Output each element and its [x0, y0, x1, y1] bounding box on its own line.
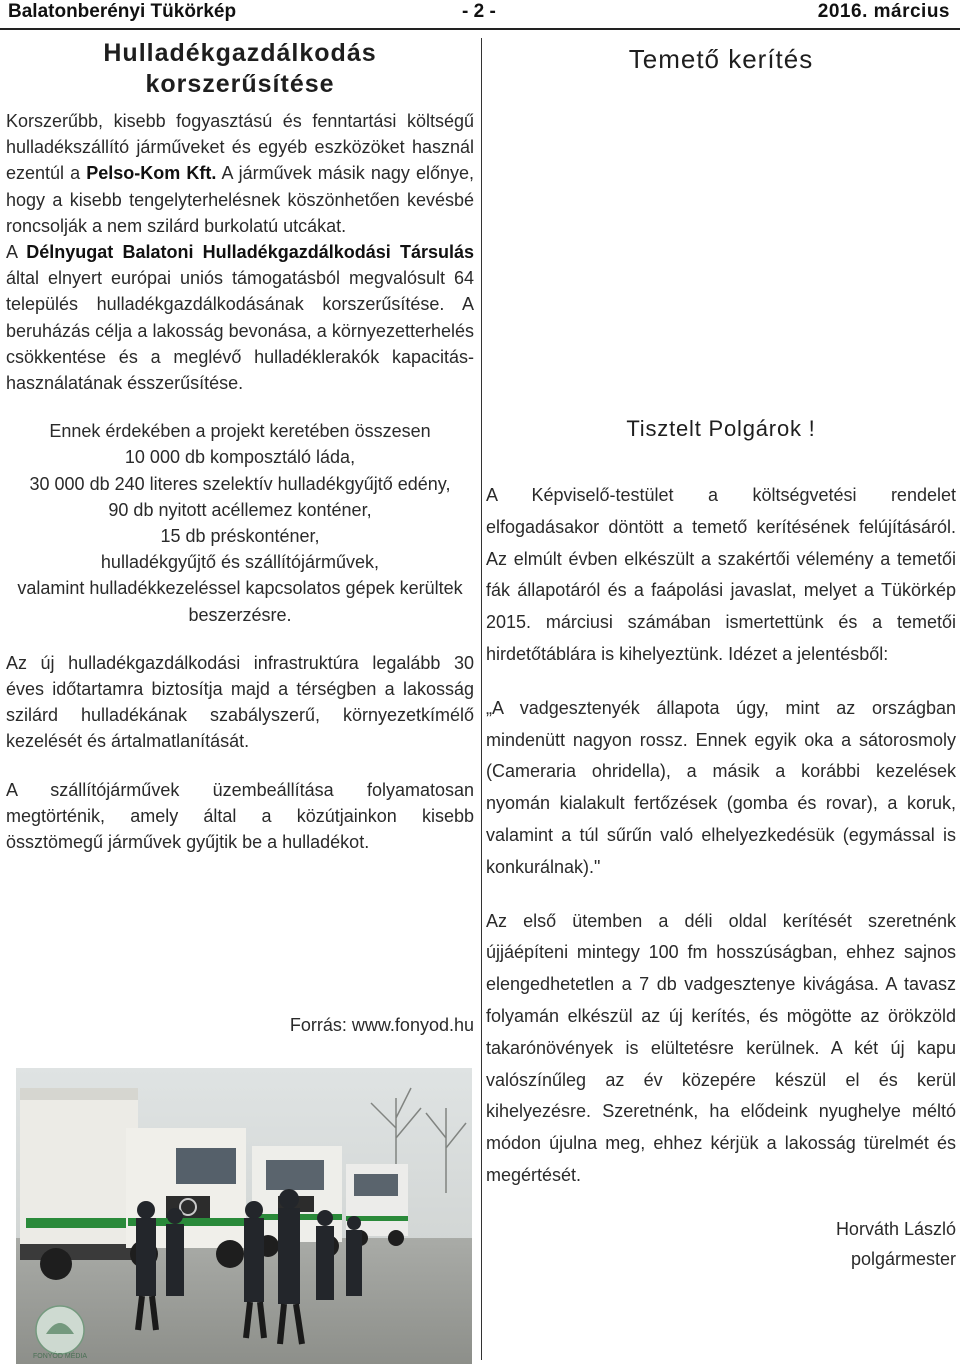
column-divider [481, 38, 482, 1360]
article-title: Temető kerítés [628, 44, 814, 74]
article-title-line-1: Hulladékgazdálkodás [103, 39, 377, 67]
procurement-item: 10 000 db komposztáló láda, [124, 447, 356, 468]
header-rule [0, 28, 960, 30]
page-header [0, 0, 960, 26]
paragraph-text: A [6, 242, 27, 263]
paragraph-text: A járművek másik nagy előnye, hogy a kisebb tengelyterhelésnek köszönhetően kevésbé roncsolják a nem szilárd burkolatú utcákat. [6, 163, 474, 236]
article-cemetery-fence [486, 38, 956, 1269]
procurement-item: 15 db préskonténer, [160, 526, 320, 547]
article-source: Forrás: www.fonyod.hu [289, 1015, 474, 1035]
article-paragraph: Az új hulladékgazdálkodási infrastruktúra legalább 30 éves időtartamra biztosítja majd a térségben a lakosság szilárd hulladékának szabályszerű, környezetkímélő kezelését és ártalmatlanítását. [6, 652, 474, 752]
article-body [486, 480, 956, 1274]
article-title-line-2: korszerűsítése [145, 70, 335, 98]
issue-date: 2016. március [817, 1, 950, 22]
garbage-trucks-photo [16, 1068, 472, 1364]
quoted-report: „A vadgesztenyék állapota úgy, mint az országban mindenütt nagyon rossz. Ennek egyik oka a sátorosmoly (Cameraria ohridella), a másik a korábbi kezelések nyomán kialakult fertőzések (gomba és rovar), a koruk, valamint a túl sűrűn való elhelyezkedésük (egymással is konkurálnak)." [486, 697, 956, 877]
page-number: - 2 - [462, 1, 496, 22]
paragraph-text: által elnyert európai uniós támogatásból megvalósult 64 település hulladékgazdálkodásának korszerűsítése. A beruházás célja a lakosság bevonása, a környezetterhelés csökkentése és a meglévő hulladéklerakók kapacitás-használatának ésszerűsítése. [6, 268, 474, 394]
procurement-item: valamint hulladékkezeléssel kapcsolatos gépek kerültek beszerzésre. [17, 578, 463, 625]
procurement-item: hulladékgyűjtő és szállítójárművek, [100, 552, 380, 573]
procurement-item: 90 db nyitott acéllemez konténer, [108, 499, 372, 520]
article-paragraph: Az első ütemben a déli oldal kerítését szeretnénk újjáépíteni mintegy 100 fm hosszúságban, ehhez sajnos elengedhetetlen a 7 db vadgesztenye kivágása. A tavasz folyamán elkészül az új kerítés, és mögötte az örökzöld takarónövények is elültetésre kerülnek. A két új kapu valószínűleg az év közepére készül el és kerül kihelyezésre. Szeretnénk, ha elődeink nyughelye méltó módon újulna meg, ehhez kérjük a lakosság türelmét és megértését. [486, 910, 956, 1185]
publication-name: Balatonberényi Tükörkép [8, 1, 237, 22]
svg-text:FONYÓD MÉDIA: FONYÓD MÉDIA [32, 1353, 88, 1360]
paragraph-text: Korszerűbb, kisebb fogyasztású és fenntartási költségű hulladékszállító járműveket és egyéb eszközöket használ ezentúl a [6, 111, 474, 184]
article-paragraph [6, 239, 474, 396]
signature-title: polgármester [850, 1248, 956, 1269]
article-paragraph: A szállítójárművek üzembeállítása folyamatosan megtörténik, amely által a közútjainkon kisebb össztömegű járművek gyűjtik be a hulladékot. [6, 779, 474, 853]
photo-illustration [16, 1068, 472, 1364]
article-paragraph [6, 108, 474, 239]
greeting: Tisztelt Polgárok ! [626, 416, 816, 441]
signature-name: Horváth László [835, 1218, 956, 1239]
article-paragraph: A Képviselő-testület a költségvetési rendelet elfogadásakor döntött a temető kerítésének felújításáról. Az elmúlt évben elkészült a szakértői vélemény a temetői fák állapotáról és a faápolási javaslat, melyet a Tükörkép 2015. márciusi számában ismertettünk és a temetői hirdetőtáblára is kihelyeztünk. Idézet a jelentésből: [486, 485, 956, 664]
article-title [6, 38, 474, 100]
procurement-intro: Ennek érdekében a projekt keretében összesen [49, 421, 431, 442]
company-name: Pelso-Kom Kft. [86, 163, 217, 184]
article-waste-management [6, 38, 474, 1035]
organization-name: Délnyugat Balatoni Hulladékgazdálkodási Társulás [26, 242, 474, 263]
procurement-item: 30 000 db 240 literes szelektív hulladékgyűjtő edény, [29, 473, 451, 494]
